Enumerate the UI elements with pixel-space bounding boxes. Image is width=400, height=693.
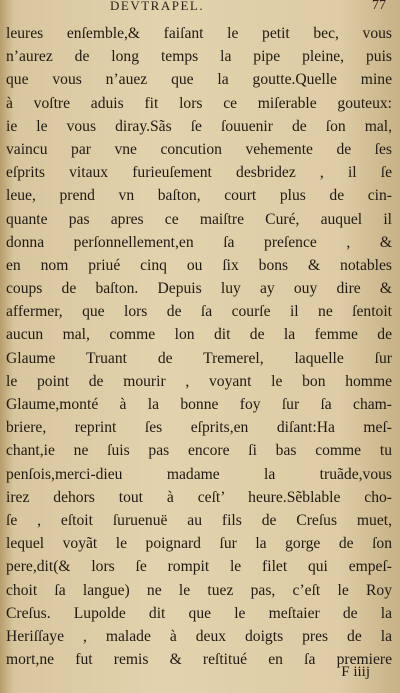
text-line: donna perſonnellement,en ſa preſence , & bbox=[6, 233, 392, 251]
page-number: 77 bbox=[372, 0, 386, 13]
text-line: lequel voyãt le poignard ſur la gorge de ſon bbox=[6, 535, 392, 553]
text-line: irez dehors tout à ceſt’ heure.Sẽblable cho- bbox=[6, 488, 392, 506]
text-line: le point de mourir , voyant le bon homme bbox=[6, 372, 392, 390]
running-head: DEVTRAPEL. bbox=[110, 0, 205, 13]
text-line: Heriſſaye , malade à deux doigts pres de la bbox=[6, 627, 392, 645]
text-line: vaincu par vne concution vehemente de ſes bbox=[6, 140, 392, 158]
text-line: chant,ie ne ſuis pas encore ſi bas comme tu bbox=[6, 442, 392, 460]
text-line: affermer, que lors de ſa courſe il ne ſentoit bbox=[6, 303, 392, 321]
text-line: mort,ne fut remis & reſtitué en ſa premiere bbox=[6, 651, 392, 669]
text-line: que vous n’auez que la goutte.Quelle mine bbox=[6, 71, 392, 89]
text-line: quante pas apres ce maiſtre Curé, auquel il bbox=[6, 210, 392, 228]
text-line: aucun mal, comme lon dit de la femme de bbox=[6, 326, 392, 344]
body-text bbox=[6, 22, 392, 671]
text-line: pere,dit(& lors ſe rompit le filet qui empeſ- bbox=[6, 558, 392, 576]
text-line: Glaume Truant de Tremerel, laquelle ſur bbox=[6, 349, 392, 367]
text-line: en nom priué cinq ou ſix bons & notables bbox=[6, 256, 392, 274]
text-line: penſois,merci-dieu madame la truãde,vous bbox=[6, 465, 392, 483]
text-line: Glaume,monté à la bonne foy ſur ſa cham- bbox=[6, 396, 392, 413]
text-line: choit ſa langue) ne le tuez pas, c’eſt le Roy bbox=[6, 581, 392, 599]
text-line: à voſtre aduis fit lors ce miſerable gouteux: bbox=[6, 94, 392, 112]
text-line: n’aurez de long temps la pipe pleine, puis bbox=[6, 48, 392, 66]
text-line: Creſus. Lupolde dit que le meſtaier de la bbox=[6, 604, 392, 622]
text-line: ie le vous diray.Sãs ſe ſouuenir de ſon mal, bbox=[6, 117, 392, 135]
text-line: leures enſemble,& faiſant le petit bec, vous bbox=[6, 25, 392, 42]
text-line: briere, reprint ſes eſprits,en diſant:Ha meſ- bbox=[6, 419, 392, 437]
text-line: eſprits vitaux furieuſement desbridez , il ſe bbox=[6, 164, 392, 182]
text-line: leue, prend vn baſton, court plus de cin- bbox=[6, 187, 392, 205]
page-header bbox=[0, 0, 400, 20]
text-line: coups de baſton. Depuis luy ay ouy dire & bbox=[6, 280, 392, 298]
text-line: ſe , eſtoit ſuruenuë au fils de Creſus muet, bbox=[6, 511, 392, 529]
signature-mark: F iiij bbox=[341, 664, 370, 680]
